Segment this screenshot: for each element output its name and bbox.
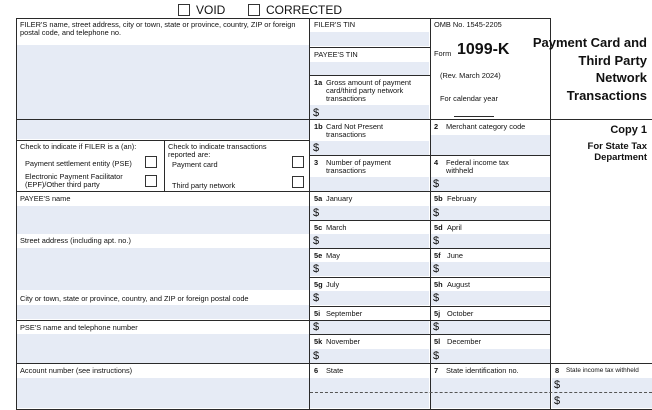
box-5d-number: 5d: [434, 223, 443, 232]
transactions-label-line-1: Check to indicate transactions: [168, 142, 267, 151]
box-5d-label: April: [447, 223, 462, 232]
void-checkbox[interactable]: [178, 4, 190, 16]
box-5d-dollar: $: [433, 235, 440, 247]
box-4-dollar: $: [433, 178, 440, 190]
box-1a-number: 1a: [314, 78, 323, 87]
box-5g-label: July: [326, 280, 340, 289]
street-address-label: Street address (including apt. no.): [20, 236, 131, 245]
box-5i-number: 5i: [314, 309, 321, 318]
account-number-input[interactable]: [17, 378, 309, 408]
box-5i-dollar: $: [313, 321, 320, 333]
account-number-label: Account number (see instructions): [20, 366, 133, 375]
box-2-number: 2: [434, 122, 439, 131]
epf-label-line-2: (EPF)/Other third party: [25, 180, 100, 189]
city-label: City or town, state or province, country, and ZIP or foreign postal code: [20, 294, 249, 303]
box-6-label: State: [326, 366, 344, 375]
third-party-network-checkbox[interactable]: [292, 176, 304, 188]
city-input[interactable]: [17, 305, 309, 319]
box-4-label: Federal income tax withheld: [446, 158, 509, 175]
box-5e-dollar: $: [313, 263, 320, 275]
box-5i-input[interactable]: [310, 320, 429, 334]
box-8-dollar-2: $: [554, 395, 561, 407]
box-5a-input[interactable]: [310, 206, 429, 220]
box-5l-number: 5l: [434, 337, 441, 346]
box-7-input[interactable]: [431, 378, 550, 408]
box-1a-input[interactable]: [310, 105, 429, 119]
transactions-label-line-2: reported are:: [168, 150, 211, 159]
box-5h-input[interactable]: [431, 291, 550, 305]
box-3-label: Number of payment transactions: [326, 158, 391, 175]
box-2-label: Merchant category code: [446, 122, 526, 131]
box-5f-number: 5f: [434, 251, 441, 260]
box-5a-number: 5a: [314, 194, 323, 203]
box-5f-label: June: [447, 251, 464, 260]
box-8-input[interactable]: [552, 378, 652, 408]
box-5h-label: August: [447, 280, 471, 289]
box-5f-dollar: $: [433, 263, 440, 275]
filer-is-label: Check to indicate if FILER is a (an):: [20, 142, 137, 151]
payment-card-label: Payment card: [172, 160, 218, 169]
pse-name-input[interactable]: [17, 334, 309, 363]
box-6-number: 6: [314, 366, 319, 375]
calendar-year-label: For calendar year: [440, 94, 498, 103]
form-prefix: Form: [434, 49, 452, 58]
box-5b-dollar: $: [433, 207, 440, 219]
box-5c-number: 5c: [314, 223, 323, 232]
box-8-dollar-1: $: [554, 379, 561, 391]
form-title-line-1: Payment Card and: [532, 35, 647, 50]
box-5l-label: December: [447, 337, 482, 346]
payee-name-label: PAYEE'S name: [20, 194, 71, 203]
copy-for-line-2: Department: [594, 152, 647, 163]
copy-for-line-1: For State Tax: [587, 141, 647, 152]
epf-label-line-1: Electronic Payment Facilitator: [25, 172, 123, 181]
box-8-number: 8: [555, 366, 560, 375]
box-5e-label: May: [326, 251, 340, 260]
filer-tin-label: FILER'S TIN: [314, 20, 356, 29]
box-7-label: State identification no.: [446, 366, 519, 375]
third-party-network-label: Third party network: [172, 181, 236, 190]
street-address-input[interactable]: [17, 248, 309, 290]
box-1a-label: Gross amount of payment card/third party network transactions: [326, 78, 412, 103]
form-number: 1099-K: [457, 41, 510, 58]
payee-tin-input[interactable]: [310, 62, 429, 75]
box-5a-label: January: [326, 194, 353, 203]
box-5h-dollar: $: [433, 292, 440, 304]
filer-tin-input[interactable]: [310, 32, 429, 46]
corrected-label: CORRECTED: [266, 3, 343, 17]
box-3-number: 3: [314, 158, 319, 167]
box-5a-dollar: $: [313, 207, 320, 219]
payee-name-input[interactable]: [17, 206, 309, 234]
box-1b-input[interactable]: [310, 141, 429, 155]
corrected-checkbox[interactable]: [248, 4, 260, 16]
box-1b-label: Card Not Present transactions: [326, 122, 384, 139]
box-6-input[interactable]: [310, 378, 429, 408]
box-5j-label: October: [447, 309, 474, 318]
copy-label: Copy 1: [610, 124, 647, 136]
box-5d-input[interactable]: [431, 234, 550, 248]
box-8-label: State income tax withheld: [566, 367, 639, 374]
omb-number: OMB No. 1545-2205: [434, 20, 502, 29]
form-title-line-4: Transactions: [566, 88, 647, 103]
box-5j-dollar: $: [433, 321, 440, 333]
box-5k-number: 5k: [314, 337, 323, 346]
box-2-input[interactable]: [431, 135, 550, 155]
filer-name-label: FILER'S name, street address, city or town, state or province, country, ZIP or foreign postal code, and telephone no.: [20, 20, 296, 37]
box-5b-label: February: [447, 194, 477, 203]
box-5k-label: November: [326, 337, 361, 346]
pse-name-label: PSE'S name and telephone number: [20, 323, 138, 332]
form-title-line-2: Third Party: [578, 53, 647, 68]
box-1b-dollar: $: [313, 142, 320, 154]
epf-checkbox[interactable]: [145, 175, 157, 187]
box-5k-input[interactable]: [310, 349, 429, 363]
box-5e-number: 5e: [314, 251, 323, 260]
box-5c-dollar: $: [313, 235, 320, 247]
pse-label: Payment settlement entity (PSE): [25, 159, 132, 168]
box-5g-input[interactable]: [310, 291, 429, 305]
box-4-input[interactable]: [431, 177, 550, 191]
box-5k-dollar: $: [313, 350, 320, 362]
box-4-number: 4: [434, 158, 439, 167]
box-5h-number: 5h: [434, 280, 443, 289]
box-5b-number: 5b: [434, 194, 443, 203]
box-1b-number: 1b: [314, 122, 323, 131]
form-title-line-3: Network: [595, 70, 647, 85]
box-3-input[interactable]: [310, 177, 429, 191]
box-5g-dollar: $: [313, 292, 320, 304]
payee-tin-label: PAYEE'S TIN: [314, 50, 358, 59]
payment-card-checkbox[interactable]: [292, 156, 304, 168]
box-1a-dollar: $: [313, 107, 320, 119]
box-5c-input[interactable]: [310, 234, 429, 248]
box-5b-input[interactable]: [431, 206, 550, 220]
box-5j-number: 5j: [434, 309, 441, 318]
box-5i-label: September: [326, 309, 363, 318]
pse-checkbox[interactable]: [145, 156, 157, 168]
form-revision: (Rev. March 2024): [440, 71, 501, 80]
void-label: VOID: [196, 3, 226, 17]
box-5c-label: March: [326, 223, 347, 232]
box-5e-input[interactable]: [310, 262, 429, 276]
filer-name-input[interactable]: [17, 45, 309, 139]
box-5f-input[interactable]: [431, 262, 550, 276]
box-5g-number: 5g: [314, 280, 323, 289]
box-7-number: 7: [434, 366, 439, 375]
box-5j-input[interactable]: [431, 320, 550, 334]
box-5l-input[interactable]: [431, 349, 550, 363]
box-5l-dollar: $: [433, 350, 440, 362]
